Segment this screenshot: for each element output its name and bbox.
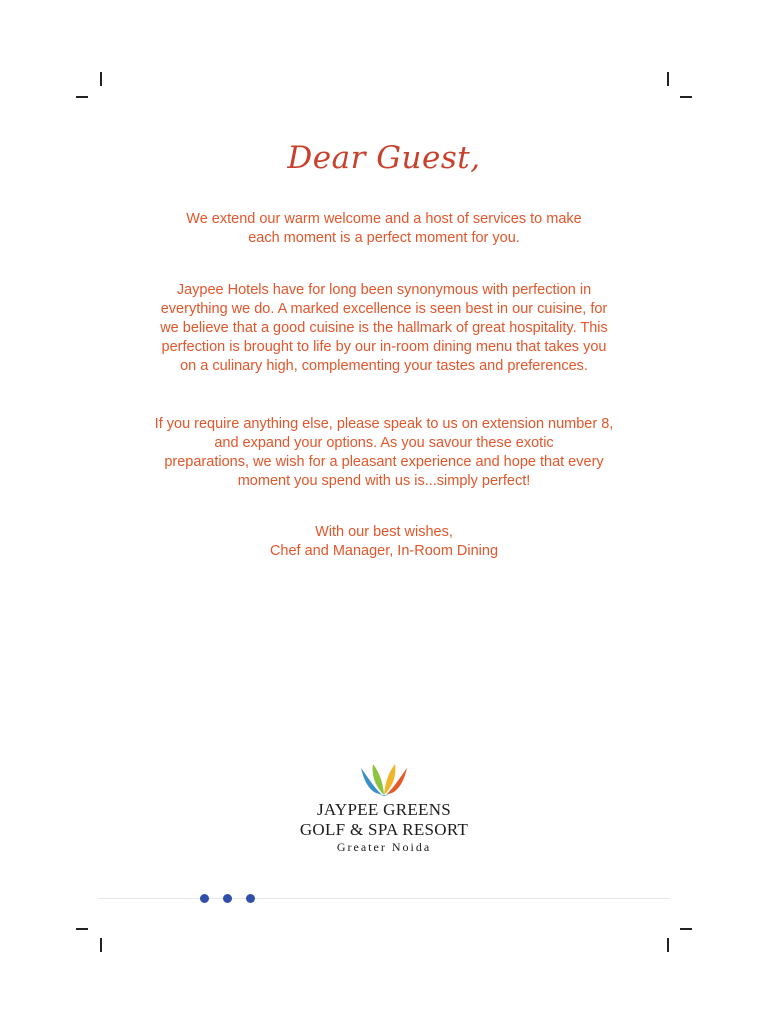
crop-mark-top-right bbox=[667, 72, 669, 86]
crop-mark-top-left bbox=[76, 96, 88, 98]
paragraph-line: moment you spend with us is...simply perfect! bbox=[237, 473, 531, 489]
paragraph-line: preparations, we wish for a pleasant experience and hope that every bbox=[164, 454, 604, 470]
footer-divider bbox=[98, 898, 670, 899]
welcome-paragraph bbox=[134, 210, 634, 248]
crop-mark-bottom-left bbox=[100, 938, 102, 952]
lotus-leaf-logo-icon bbox=[0, 762, 768, 798]
paragraph-line: on a culinary high, complementing your tastes and preferences. bbox=[180, 358, 588, 374]
brand-name-line: JAYPEE GREENS bbox=[316, 800, 452, 819]
crop-mark-top-left bbox=[100, 72, 102, 86]
cuisine-paragraph bbox=[134, 281, 634, 376]
sign-off-line: With our best wishes, bbox=[315, 524, 453, 540]
brand-subtitle-line: GOLF & SPA RESORT bbox=[299, 820, 469, 839]
decorative-dot-icon bbox=[246, 894, 255, 903]
paragraph-line: perfection is brought to life by our in-room dining menu that takes you bbox=[161, 339, 607, 355]
decorative-dot-icon bbox=[223, 894, 232, 903]
crop-mark-bottom-left bbox=[76, 928, 88, 930]
sign-off bbox=[134, 523, 634, 561]
crop-mark-top-right bbox=[680, 96, 692, 98]
paragraph-line: If you require anything else, please speak to us on extension number 8, bbox=[154, 416, 614, 432]
extension-paragraph bbox=[134, 415, 634, 491]
decorative-dot-icon bbox=[200, 894, 209, 903]
sign-off-line: Chef and Manager, In-Room Dining bbox=[269, 543, 499, 559]
greeting-heading: Dear Guest, bbox=[287, 140, 481, 176]
paragraph-line: each moment is a perfect moment for you. bbox=[248, 230, 520, 246]
crop-mark-bottom-right bbox=[667, 938, 669, 952]
paragraph-line: we believe that a good cuisine is the hallmark of great hospitality. This bbox=[160, 320, 608, 336]
paragraph-line: We extend our warm welcome and a host of services to make bbox=[186, 211, 582, 227]
paragraph-line: and expand your options. As you savour these exotic bbox=[214, 435, 554, 451]
paragraph-line: everything we do. A marked excellence is seen best in our cuisine, for bbox=[160, 301, 608, 317]
paragraph-line: Jaypee Hotels have for long been synonymous with perfection in bbox=[176, 282, 592, 298]
crop-mark-bottom-right bbox=[680, 928, 692, 930]
brand-location: Greater Noida bbox=[336, 840, 432, 854]
